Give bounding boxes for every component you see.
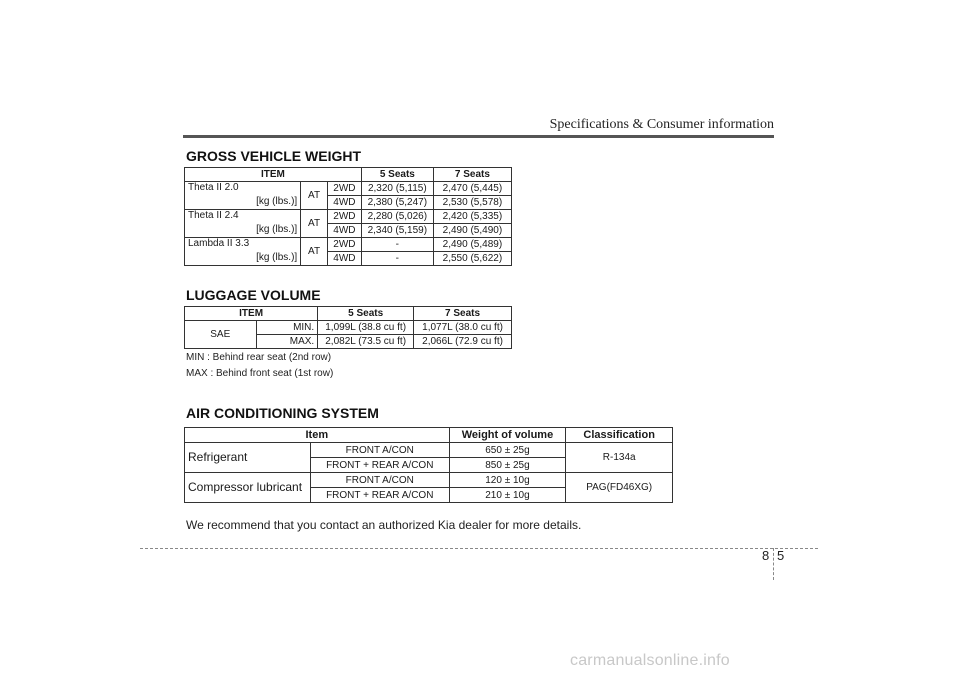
- gvw-drive: 4WD: [327, 224, 361, 238]
- gvw-col-5seats: 5 Seats: [361, 168, 433, 182]
- table-row: [185, 238, 512, 252]
- ac-sub-item: FRONT A/CON: [310, 443, 449, 458]
- gvw-5seats-value: 2,340 (5,159): [361, 224, 433, 238]
- gvw-drive: 2WD: [327, 210, 361, 224]
- table-row: [185, 196, 512, 210]
- table-row: [185, 443, 673, 458]
- ac-weight-value: 210 ± 10g: [449, 488, 566, 503]
- ac-sub-item: FRONT A/CON: [310, 473, 449, 488]
- gvw-engine: Theta II 2.0: [185, 182, 301, 196]
- table-row: [185, 321, 512, 335]
- gvw-drive: 4WD: [327, 196, 361, 210]
- table-row: [185, 182, 512, 196]
- table-row: [185, 224, 512, 238]
- gvw-7seats-value: 2,490 (5,489): [433, 238, 511, 252]
- table-row: [185, 252, 512, 266]
- gvw-5seats-value: 2,320 (5,115): [361, 182, 433, 196]
- luggage-7seats-value: 1,077L (38.0 cu ft): [414, 321, 512, 335]
- header-title: Specifications & Consumer information: [549, 117, 774, 132]
- table-row: [185, 473, 673, 488]
- ac-weight-value: 120 ± 10g: [449, 473, 566, 488]
- gvw-trans: AT: [301, 210, 328, 238]
- luggage-col-5seats: 5 Seats: [318, 307, 414, 321]
- luggage-7seats-value: 2,066L (72.9 cu ft): [414, 335, 512, 349]
- header-rule: [183, 135, 774, 138]
- ac-col-weight: Weight of volume: [449, 428, 566, 443]
- luggage-note-max: MAX : Behind front seat (1st row): [186, 368, 334, 379]
- watermark: carmanualsonline.info: [570, 652, 730, 669]
- gvw-7seats-value: 2,470 (5,445): [433, 182, 511, 196]
- gvw-7seats-value: 2,490 (5,490): [433, 224, 511, 238]
- gvw-unit: [kg (lbs.)]: [185, 224, 301, 238]
- luggage-5seats-value: 2,082L (73.5 cu ft): [318, 335, 414, 349]
- ac-table: [184, 427, 673, 503]
- gvw-engine: Lambda II 3.3: [185, 238, 301, 252]
- footer-divider: [140, 548, 818, 549]
- gvw-trans: AT: [301, 182, 328, 210]
- ac-classification-value: PAG(FD46XG): [566, 473, 673, 503]
- gvw-7seats-value: 2,550 (5,622): [433, 252, 511, 266]
- gvw-5seats-value: 2,380 (5,247): [361, 196, 433, 210]
- table-row: [185, 210, 512, 224]
- ac-group-name: Compressor lubricant: [185, 473, 311, 503]
- luggage-section-title: LUGGAGE VOLUME: [186, 287, 321, 303]
- luggage-note-min: MIN : Behind rear seat (2nd row): [186, 352, 332, 363]
- gvw-7seats-value: 2,420 (5,335): [433, 210, 511, 224]
- luggage-col-7seats: 7 Seats: [414, 307, 512, 321]
- luggage-row-label: MAX.: [256, 335, 318, 349]
- page-number: 5: [777, 548, 785, 563]
- ac-weight-value: 850 ± 25g: [449, 458, 566, 473]
- ac-classification-value: R-134a: [566, 443, 673, 473]
- ac-section-title: AIR CONDITIONING SYSTEM: [186, 405, 379, 421]
- gvw-5seats-value: -: [361, 238, 433, 252]
- ac-col-classification: Classification: [566, 428, 673, 443]
- luggage-row-label: MIN.: [256, 321, 318, 335]
- gvw-table: [184, 167, 512, 266]
- gvw-5seats-value: -: [361, 252, 433, 266]
- luggage-group: SAE: [185, 321, 257, 349]
- gvw-unit: [kg (lbs.)]: [185, 196, 301, 210]
- luggage-5seats-value: 1,099L (38.8 cu ft): [318, 321, 414, 335]
- luggage-header-row: [185, 307, 512, 321]
- page-chapter: 8: [762, 548, 770, 563]
- page-number-separator: [773, 548, 774, 580]
- gvw-7seats-value: 2,530 (5,578): [433, 196, 511, 210]
- ac-header-row: [185, 428, 673, 443]
- gvw-trans: AT: [301, 238, 328, 266]
- gvw-drive: 4WD: [327, 252, 361, 266]
- ac-sub-item: FRONT + REAR A/CON: [310, 488, 449, 503]
- gvw-section-title: GROSS VEHICLE WEIGHT: [186, 148, 362, 164]
- gvw-drive: 2WD: [327, 182, 361, 196]
- gvw-engine: Theta II 2.4: [185, 210, 301, 224]
- ac-col-item: Item: [185, 428, 450, 443]
- gvw-drive: 2WD: [327, 238, 361, 252]
- ac-sub-item: FRONT + REAR A/CON: [310, 458, 449, 473]
- luggage-table: [184, 306, 512, 349]
- gvw-5seats-value: 2,280 (5,026): [361, 210, 433, 224]
- luggage-col-item: ITEM: [185, 307, 318, 321]
- gvw-col-7seats: 7 Seats: [433, 168, 511, 182]
- gvw-header-row: [185, 168, 512, 182]
- ac-group-name: Refrigerant: [185, 443, 311, 473]
- ac-weight-value: 650 ± 25g: [449, 443, 566, 458]
- gvw-col-item: ITEM: [185, 168, 362, 182]
- gvw-unit: [kg (lbs.)]: [185, 252, 301, 266]
- ac-footnote: We recommend that you contact an authorized Kia dealer for more details.: [186, 518, 582, 532]
